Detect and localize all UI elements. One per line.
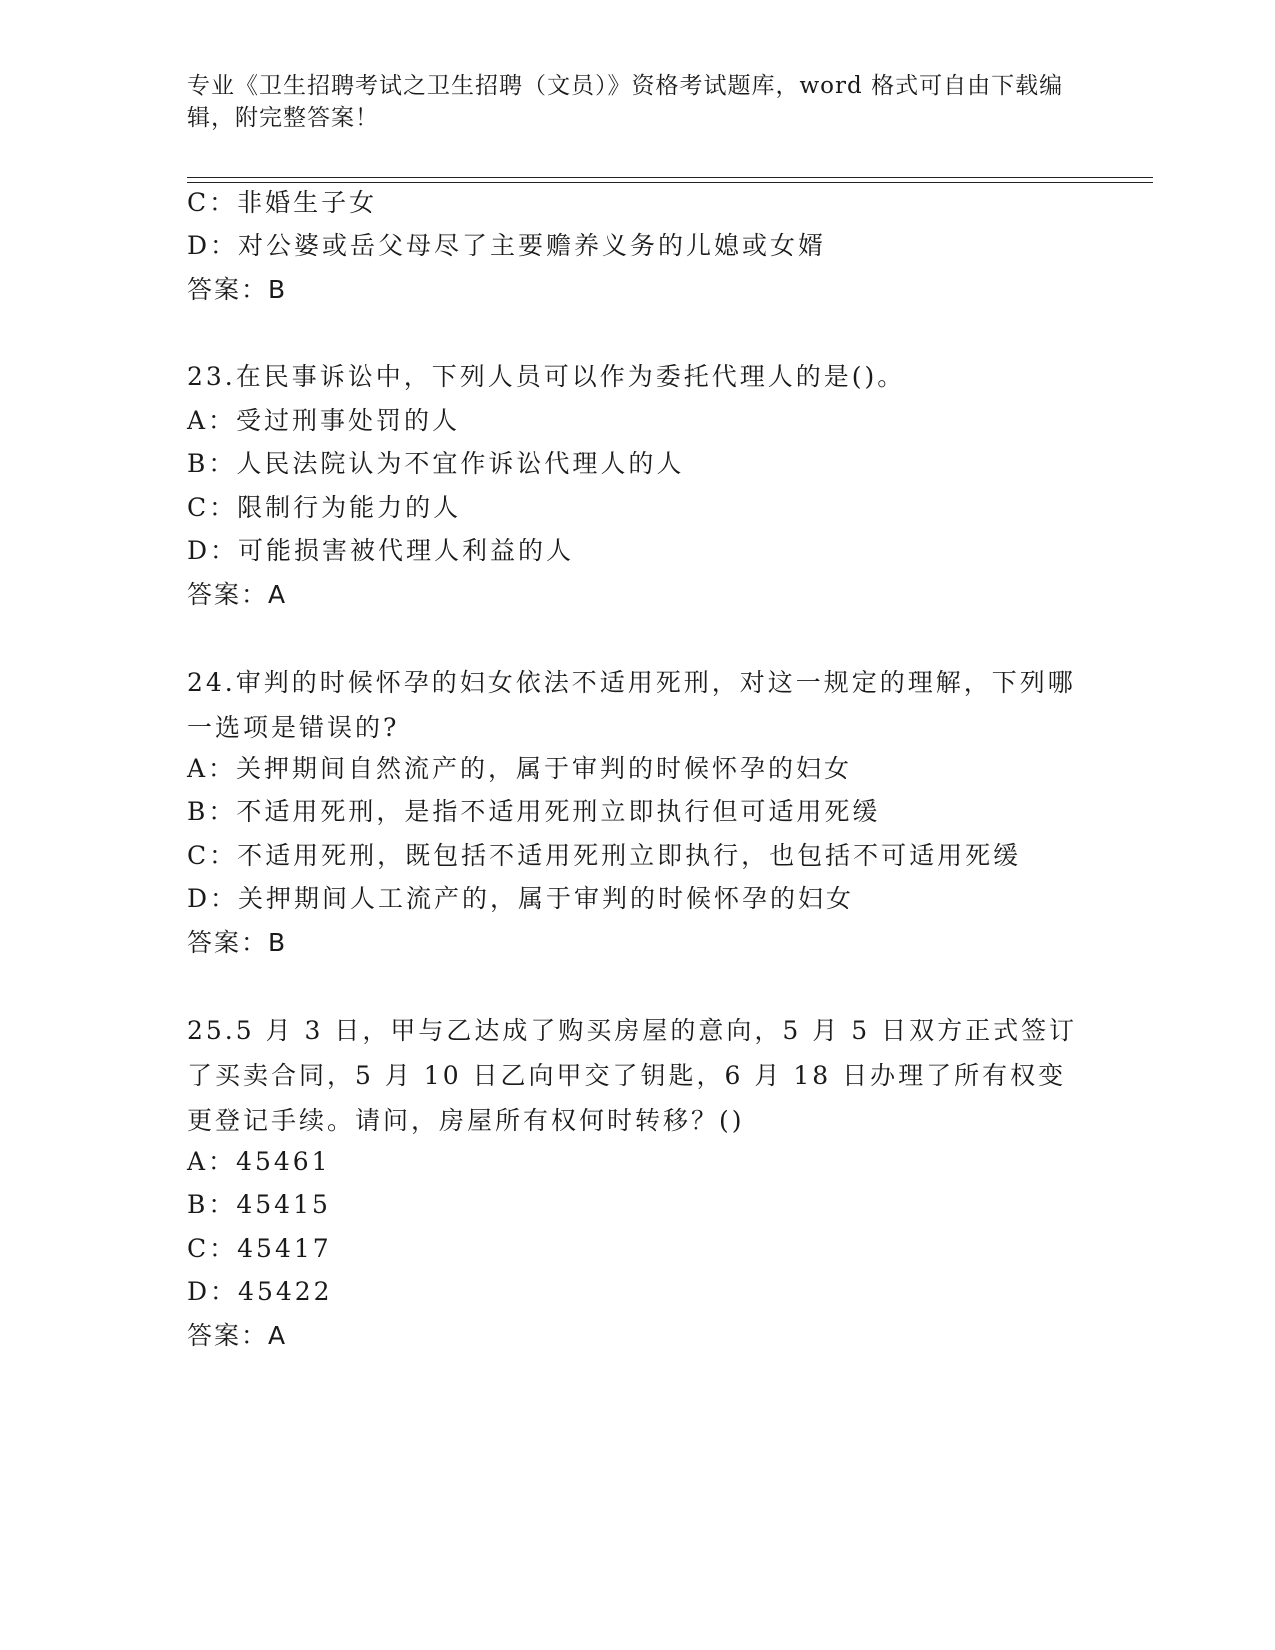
header-rule-bottom [187, 182, 1153, 183]
q24-option-b: B：不适用死刑，是指不适用死刑立即执行但可适用死缓 [187, 797, 881, 826]
q23-answer: 答案：A [187, 580, 288, 609]
q24-text: 24.审判的时候怀孕的妇女依法不适用死刑，对这一规定的理解，下列哪一选项是错误的? [187, 668, 1076, 742]
q25-option-b: B：45415 [187, 1190, 331, 1219]
header-rule-top [187, 177, 1153, 178]
q25-option-a: A：45461 [187, 1147, 331, 1176]
q23-option-c: C：限制行为能力的人 [187, 493, 462, 522]
prev-option-d: D：对公婆或岳父母尽了主要赡养义务的儿媳或女婿 [187, 231, 827, 260]
document-header: 专业《卫生招聘考试之卫生招聘（文员）》资格考试题库，word 格式可自由下载编辑，附完整答案！ [187, 73, 1064, 131]
q25-answer: 答案：A [187, 1321, 288, 1350]
q24-option-d: D：关押期间人工流产的，属于审判的时候怀孕的妇女 [187, 884, 855, 913]
q23-text: 23.在民事诉讼中，下列人员可以作为委托代理人的是()。 [187, 362, 906, 391]
q24-option-a: A：关押期间自然流产的，属于审判的时候怀孕的妇女 [187, 754, 853, 783]
q24-option-c: C：不适用死刑，既包括不适用死刑立即执行，也包括不可适用死缓 [187, 841, 1022, 870]
prev-answer: 答案：B [187, 275, 288, 304]
prev-option-c: C：非婚生子女 [187, 188, 378, 217]
q23-option-a: A：受过刑事处罚的人 [187, 406, 461, 435]
q25-option-c: C：45417 [187, 1234, 332, 1263]
q23-option-b: B：人民法院认为不宜作诉讼代理人的人 [187, 449, 685, 478]
q25-option-d: D：45422 [187, 1277, 333, 1306]
q25-text: 25.5 月 3 日，甲与乙达成了购买房屋的意向，5 月 5 日双方正式签订了买卖合同，5 月 10 日乙向甲交了钥匙，6 月 18 日办理了所有权变更登记手续。请问，房屋所有权何时转移？() [187, 1016, 1078, 1135]
q23-option-d: D：可能损害被代理人利益的人 [187, 536, 575, 565]
q24-answer: 答案：B [187, 928, 288, 957]
